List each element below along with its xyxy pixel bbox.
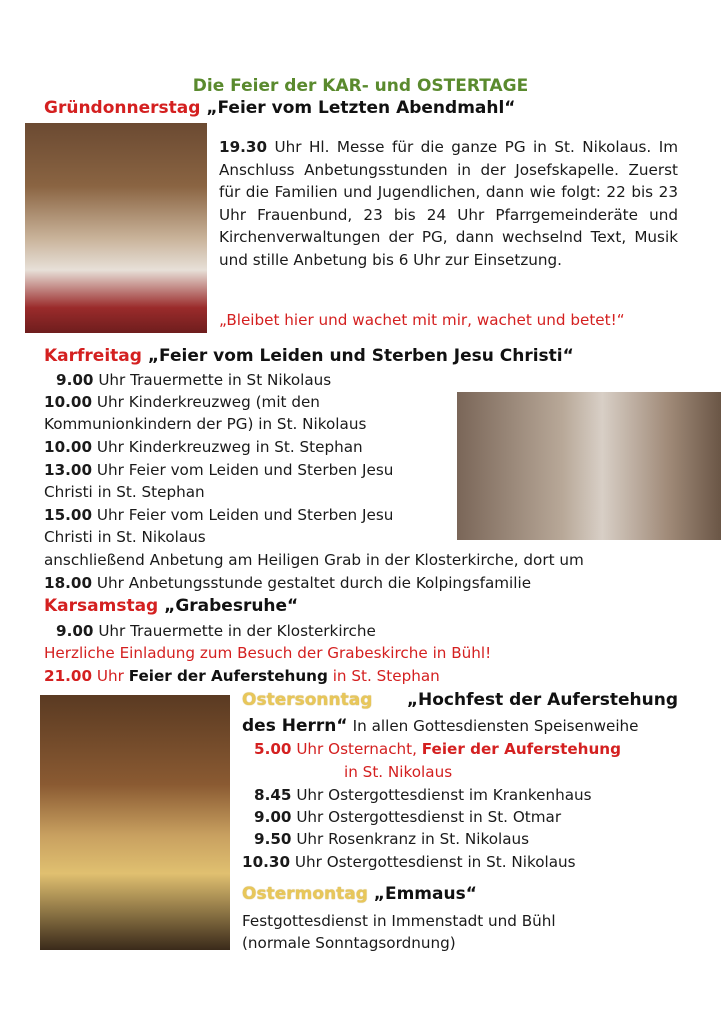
- karfreitag-after: anschließend Anbetung am Heiligen Grab in der Klosterkirche, dort um: [44, 551, 584, 569]
- ostersonntag-heading: [242, 690, 678, 710]
- karfreitag-last-entry: [44, 572, 531, 595]
- entry-text: Uhr Anbetungsstunde gestaltet durch die Kolpingsfamilie: [96, 574, 532, 592]
- photo-risen-christ: [40, 695, 230, 950]
- entry-time: 9.00: [56, 371, 94, 389]
- ostersonntag-entry: [254, 806, 561, 829]
- entry-text: Uhr Kinderkreuzweg (mit den: [96, 393, 320, 411]
- entry-time: 10.30: [242, 853, 291, 871]
- entry-continuation: Kommunionkindern der PG) in St. Nikolaus: [44, 415, 367, 433]
- ostersonntag-note: In allen Gottesdiensten Speisenweihe: [352, 717, 639, 735]
- photo-last-supper: [25, 123, 207, 333]
- karfreitag-entry: [44, 504, 393, 527]
- entry-continuation: Christi in St. Stephan: [44, 483, 205, 501]
- entry-time: 9.50: [254, 830, 292, 848]
- entry-time: 18.00: [44, 574, 93, 592]
- photo-crucifix: [457, 392, 721, 540]
- entry-time: 10.00: [44, 393, 93, 411]
- entry-time: 10.00: [44, 438, 93, 456]
- gruendonnerstag-quote: „Bleibet hier und wachet mit mir, wachet und betet!“: [219, 311, 625, 329]
- entry-time: 15.00: [44, 506, 93, 524]
- karfreitag-entry: [44, 436, 363, 459]
- entry-text: Uhr Ostergottesdienst in St. Nikolaus: [294, 853, 576, 871]
- ostersonntag-night-place: in St. Nikolaus: [344, 763, 453, 781]
- ostermontag-line1: Festgottesdienst in Immenstadt und Bühl: [242, 912, 556, 930]
- page-title: Die Feier der KAR- und OSTERTAGE: [192, 76, 529, 96]
- entry-text: Uhr Ostergottesdienst in St. Otmar: [296, 808, 562, 826]
- gruendonnerstag-heading: [44, 98, 515, 118]
- entry-text: Uhr Ostergottesdienst im Krankenhaus: [296, 786, 592, 804]
- gruendonnerstag-time: 19.30: [219, 138, 268, 156]
- karsamstag-day: Karsamstag: [44, 596, 159, 616]
- ostersonntag-night: [254, 738, 621, 761]
- gruendonnerstag-text-block: [219, 136, 678, 271]
- karfreitag-theme: „Feier vom Leiden und Sterben Jesu Christi“: [147, 346, 574, 366]
- entry-bold: Feier der Auferstehung: [128, 667, 328, 685]
- ostersonntag-day: Ostersonntag: [242, 690, 373, 710]
- entry-text: Uhr Rosenkranz in St. Nikolaus: [296, 830, 530, 848]
- entry-time: 8.45: [254, 786, 292, 804]
- entry-time: 9.00: [56, 622, 94, 640]
- karfreitag-heading: [44, 346, 574, 366]
- ostersonntag-entry: [254, 828, 529, 851]
- entry-bold: Feier der Auferstehung: [421, 740, 621, 758]
- karsamstag-entry: [56, 620, 376, 643]
- karfreitag-entry: [56, 369, 331, 392]
- karsamstag-vigil: [44, 665, 440, 688]
- gruendonnerstag-text: Uhr Hl. Messe für die ganze PG in St. Nikolaus. Im Anschluss Anbetungsstunden in der Josefskapelle. Zuerst für die Familien und Jugendlichen, dann wie folgt: 22 bis 23 Uhr Frauenbund, 23 bis 24 Uhr Pfarrgemeinderäte und Kirchenverwaltungen der PG, dann wechselnd Text, Musik und stille Anbetung bis 6 Uhr zur Einsetzung.: [219, 138, 678, 269]
- entry-time: 9.00: [254, 808, 292, 826]
- entry-time: 13.00: [44, 461, 93, 479]
- ostersonntag-entry: [254, 784, 592, 807]
- gruendonnerstag-day: Gründonnerstag: [44, 98, 201, 118]
- entry-text: Uhr Trauermette in der Klosterkirche: [98, 622, 376, 640]
- entry-place: in St. Stephan: [332, 667, 440, 685]
- karsamstag-invite: Herzliche Einladung zum Besuch der Grabeskirche in Bühl!: [44, 644, 492, 662]
- ostersonntag-theme-a: „Hochfest der Auferstehung: [406, 690, 678, 710]
- ostermontag-heading: [242, 884, 477, 904]
- karsamstag-theme: „Grabesruhe“: [164, 596, 299, 616]
- entry-text: Uhr Feier vom Leiden und Sterben Jesu: [96, 506, 394, 524]
- karsamstag-heading: [44, 596, 298, 616]
- entry-time: 21.00: [44, 667, 93, 685]
- entry-text: Uhr Feier vom Leiden und Sterben Jesu: [96, 461, 394, 479]
- karfreitag-day: Karfreitag: [44, 346, 142, 366]
- entry-time: 5.00: [254, 740, 292, 758]
- karfreitag-entry: [44, 391, 320, 414]
- entry-continuation: Christi in St. Nikolaus: [44, 528, 206, 546]
- ostersonntag-line2: [242, 715, 639, 738]
- entry-text: Uhr Osternacht,: [296, 740, 417, 758]
- entry-text: Uhr Kinderkreuzweg in St. Stephan: [96, 438, 363, 456]
- gruendonnerstag-theme: „Feier vom Letzten Abendmahl“: [206, 98, 516, 118]
- ostermontag-line2: (normale Sonntagsordnung): [242, 934, 456, 952]
- ostermontag-theme: „Emmaus“: [373, 884, 477, 904]
- ostermontag-day: Ostermontag: [242, 884, 368, 904]
- entry-text: Uhr Trauermette in St Nikolaus: [98, 371, 332, 389]
- karfreitag-entry: [44, 459, 393, 482]
- ostersonntag-entry: [242, 851, 576, 874]
- entry-uhr: Uhr: [96, 667, 124, 685]
- ostersonntag-theme-b: des Herrn“: [242, 716, 348, 736]
